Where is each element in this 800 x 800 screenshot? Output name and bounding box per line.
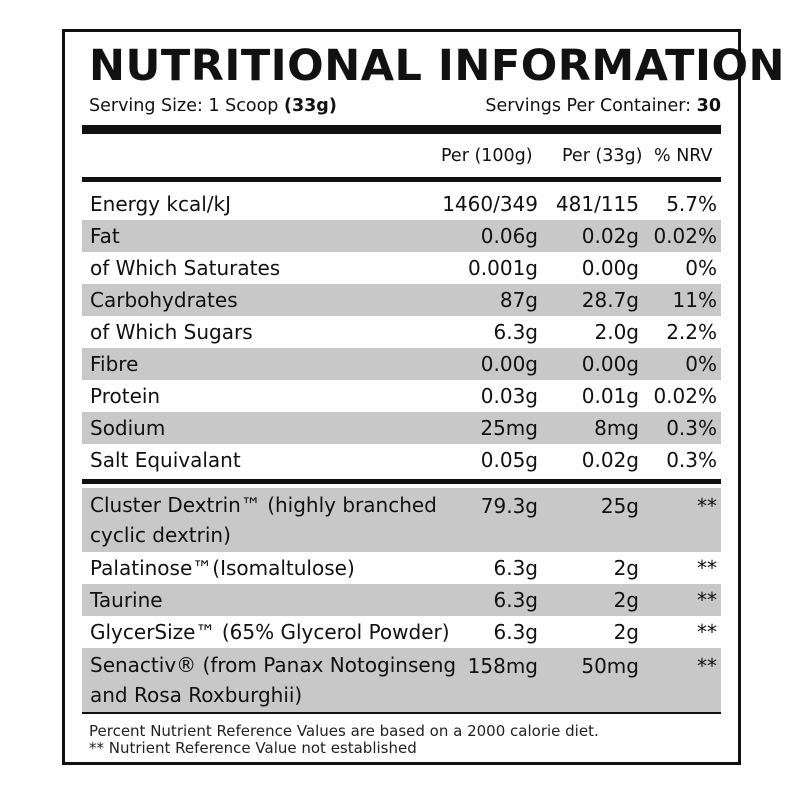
- nutrient-name: Energy kcal/kJ: [90, 192, 231, 216]
- ingredient-name: [90, 650, 460, 710]
- header-divider: [82, 125, 721, 134]
- nutrient-row: [82, 220, 721, 252]
- ingredient-row: [82, 648, 721, 712]
- nutrient-row: [82, 444, 721, 476]
- value-per-serving: 2g: [613, 588, 639, 612]
- nutrient-name: of Which Sugars: [90, 320, 253, 344]
- section-divider: [82, 479, 721, 484]
- nutrient-name: Fat: [90, 224, 120, 248]
- footnote-nrv-basis: Percent Nutrient Reference Values are based on a 2000 calorie diet.: [89, 722, 599, 740]
- value-nrv: 11%: [672, 288, 717, 312]
- serving-size-value: (33g): [283, 96, 337, 116]
- value-per100: 0.05g: [480, 448, 538, 472]
- ingredient-description: (65% Glycerol Powder): [215, 620, 450, 644]
- nutrient-row: [82, 284, 721, 316]
- ingredient-row: [82, 584, 721, 616]
- value-per100: 0.001g: [468, 256, 538, 280]
- footnote-divider: [82, 712, 721, 714]
- servings-label: Servings Per Container:: [485, 96, 697, 116]
- value-per100: 0.06g: [480, 224, 538, 248]
- ingredient-description: (from Panax Notoginseng and Rosa Roxburghii): [90, 653, 457, 707]
- ingredient-name: [90, 616, 450, 648]
- value-nrv: 0.02%: [653, 384, 717, 408]
- ingredient-row: [82, 488, 721, 552]
- value-per100: 6.3g: [493, 620, 538, 644]
- value-nrv: 0.3%: [666, 448, 717, 472]
- servings-value: 30: [696, 96, 721, 116]
- value-per-serving: 25g: [600, 494, 639, 518]
- panel-title: NUTRITIONAL INFORMATION: [89, 41, 785, 91]
- value-per-serving: 0.02g: [581, 224, 639, 248]
- nutrient-row: [82, 380, 721, 412]
- value-per-serving: 481/115: [555, 192, 639, 216]
- value-per-serving: 0.01g: [581, 384, 639, 408]
- value-per-serving: 2g: [613, 620, 639, 644]
- ingredient-name: [90, 490, 460, 550]
- value-nrv: **: [697, 556, 717, 580]
- value-nrv: 2.2%: [666, 320, 717, 344]
- servings-per-container: [485, 94, 721, 118]
- value-per100: 6.3g: [493, 320, 538, 344]
- column-header-per100: Per (100g): [441, 146, 533, 166]
- value-per100: 158mg: [467, 654, 538, 678]
- value-nrv: 0.3%: [666, 416, 717, 440]
- nutrient-row: [82, 252, 721, 284]
- value-per-serving: 0.02g: [581, 448, 639, 472]
- value-nrv: **: [697, 588, 717, 612]
- value-nrv: 0.02%: [653, 224, 717, 248]
- serving-size: [89, 94, 337, 118]
- serving-line: [89, 94, 721, 118]
- nutrient-name: Sodium: [90, 416, 166, 440]
- ingredient-row: [82, 552, 721, 584]
- value-nrv: **: [697, 494, 717, 518]
- value-per100: 6.3g: [493, 588, 538, 612]
- column-header-nrv: % NRV: [654, 146, 713, 166]
- nutrient-name: Carbohydrates: [90, 288, 238, 312]
- nutrient-name: of Which Saturates: [90, 256, 281, 280]
- ingredient-description: (Isomaltulose): [212, 556, 355, 580]
- value-per100: 87g: [499, 288, 538, 312]
- value-per-serving: 2.0g: [594, 320, 639, 344]
- ingredient-name: [90, 584, 163, 616]
- value-per100: 25mg: [480, 416, 538, 440]
- nutrient-row: [82, 316, 721, 348]
- footnote-not-established: ** Nutrient Reference Value not established: [89, 739, 417, 757]
- column-header-per-serving: Per (33g): [562, 146, 643, 166]
- ingredient-brand-name: Senactiv®: [90, 653, 197, 677]
- value-per-serving: 0.00g: [581, 352, 639, 376]
- nutrient-name: Protein: [90, 384, 161, 408]
- value-nrv: **: [697, 654, 717, 678]
- column-header-divider: [82, 177, 721, 182]
- nutrient-name: Fibre: [90, 352, 139, 376]
- value-per100: 0.00g: [480, 352, 538, 376]
- value-per-serving: 8mg: [594, 416, 639, 440]
- nutrient-row: [82, 188, 721, 220]
- value-per100: 1460/349: [442, 192, 538, 216]
- value-per-serving: 0.00g: [581, 256, 639, 280]
- ingredient-brand-name: GlycerSize™: [90, 620, 216, 644]
- value-nrv: **: [697, 620, 717, 644]
- ingredient-brand-name: Cluster Dextrin™: [90, 493, 261, 517]
- value-per100: 6.3g: [493, 556, 538, 580]
- ingredient-name: [90, 552, 355, 584]
- nutrient-row: [82, 348, 721, 380]
- ingredient-brand-name: Taurine: [90, 588, 163, 612]
- nutrient-row: [82, 412, 721, 444]
- serving-size-label: Serving Size: 1 Scoop: [89, 96, 284, 116]
- value-nrv: 5.7%: [666, 192, 717, 216]
- nutrient-name: Salt Equivalant: [90, 448, 241, 472]
- ingredient-brand-name: Palatinose™: [90, 556, 213, 580]
- ingredient-description: (highly branched cyclic dextrin): [90, 493, 437, 547]
- nutrition-panel: [62, 29, 785, 765]
- ingredient-row: [82, 616, 721, 648]
- value-per100: 0.03g: [480, 384, 538, 408]
- value-nrv: 0%: [685, 352, 717, 376]
- value-per-serving: 2g: [613, 556, 639, 580]
- value-per100: 79.3g: [480, 494, 538, 518]
- value-nrv: 0%: [685, 256, 717, 280]
- value-per-serving: 50mg: [581, 654, 639, 678]
- value-per-serving: 28.7g: [581, 288, 639, 312]
